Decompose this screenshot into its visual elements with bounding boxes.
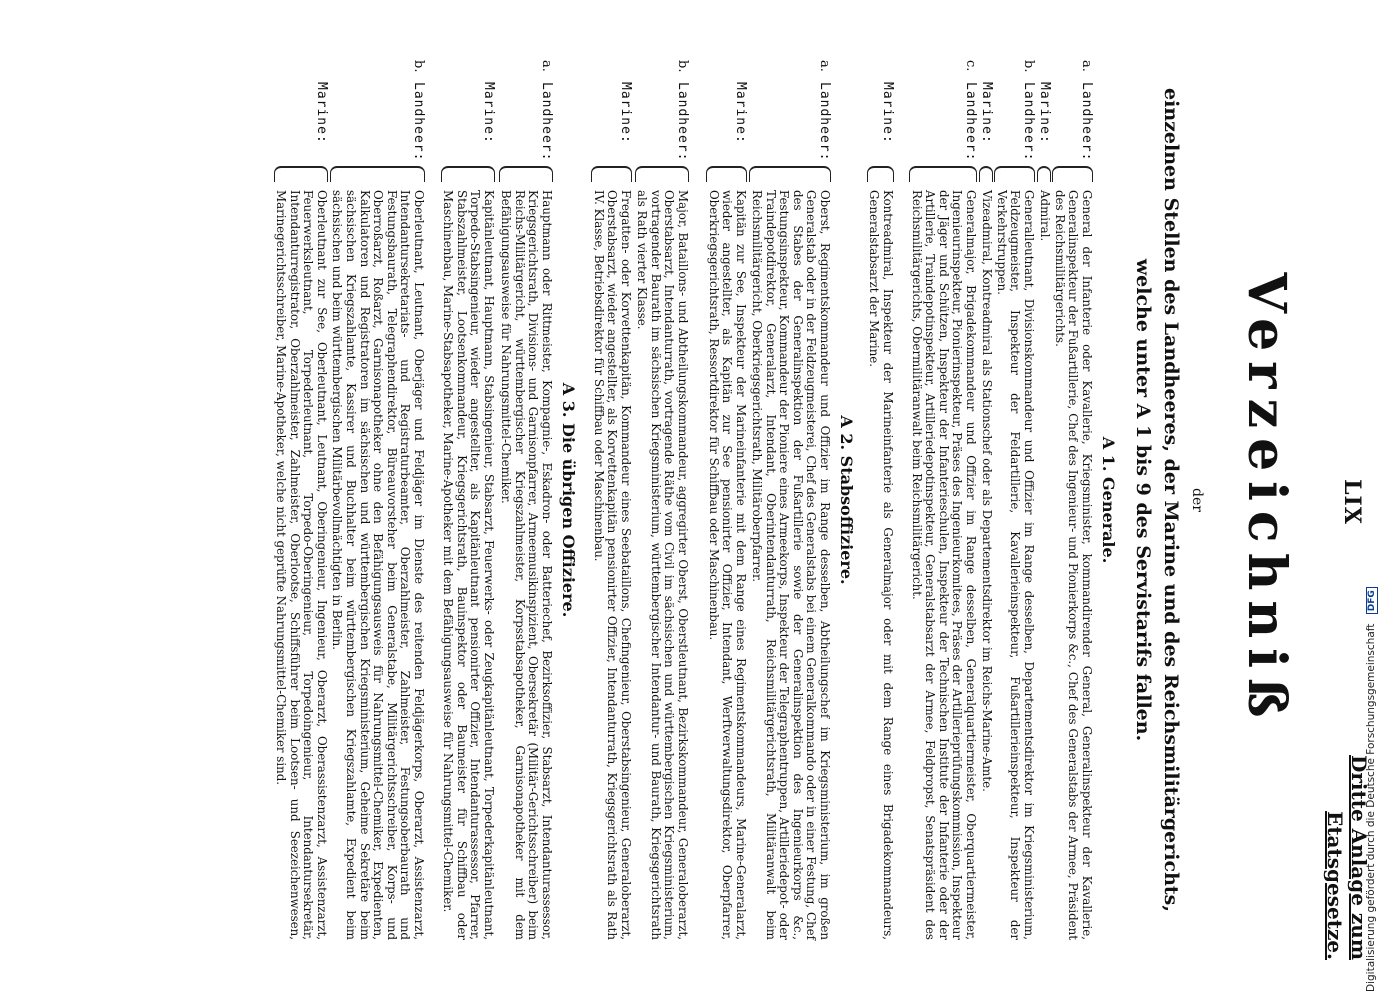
entry-text: Oberleutnant, Leutnant, Oberjäger und Feldjäger im Dienste des reitenden Feldjägerkorps, Oberarzt, Assistenzarzt, Intendantursekretariats- und Registraturbeamter, Oberzahlmeister, Zahlmeister, Festungsoberbaurath und Festungsbaurath, Telegraphendirektor, Büreauvorsteher beim Generalstabe, Militärgerichtsschreiber, Korps- und Oberroßarzt, Roßarzt, Garnisonapotheker ohne den Befähigungsausweis für Nahrungsmittel-Chemiker, Expedienten, Kalkulatoren und Registratoren im sächsischen und württembergischen Kriegsministerium, Geheime Sekretäre beim sächsischen Kriegszahlamte, Kassirer und Buchhalter beim württembergischen Kriegszahlamte, Expedient beim sächsischen und beim württembergischen Militärbevollmächtigten in Berlin.	[330, 190, 426, 940]
entry-a3-b-landheer	[330, 60, 425, 940]
entry-a2-a-landheer	[749, 60, 831, 940]
entry-category: Landheer:	[1079, 82, 1094, 162]
entry-category: Marine:	[481, 82, 496, 144]
entry-text: Vizeadmiral, Kontreadmiral als Stationschef oder als Departementsdirektor im Reichs-Marine-Amte.	[980, 190, 994, 792]
entry-letter: b.	[675, 60, 690, 73]
title-article: der	[1189, 488, 1205, 512]
entry-text: Kapitän zur See, Inspekteur der Marineinfanterie mit dem Range eines Regimentskommandeurs, Marine-Generalarzt, wieder angestellter, als Kapitän zur See pensionirter Offizier, Intendant, Werftverwaltungsdirektor, Oberpfarrer, Oberkriegsgerichtsrath, Ressortdirektor für Schiffbau oder Maschinenbau.	[706, 190, 748, 940]
entry-text: Admiral.	[1038, 190, 1052, 242]
document-subtitle: einzelnen Stellen des Landheeres, der Marine und des Reichsmilitärgerichts, welche unter A 1 bis 9 des Servistarifs fallen.	[1132, 88, 1182, 912]
brace	[499, 166, 553, 182]
supplement-heading: Dritte Anlage zum Etatsgesetze.	[1323, 755, 1371, 960]
entry-text: General der Infanterie oder Kavallerie, Kriegsminister, kommandirender General, Generalinspekteur der Kavallerie, Generalinspekteur der Fußartillerie, Chef des Ingenieur- und Pionierkorps &c., Chef des Generalstabs der Armee, Präsident des Reichsmilitärgerichts.	[1052, 190, 1094, 940]
entry-letter: c.	[963, 60, 978, 72]
document-title: Verzeichniß	[1236, 272, 1297, 728]
digitization-sidebar	[1365, 0, 1383, 1000]
entry-letter: a.	[539, 60, 554, 72]
brace	[441, 166, 495, 182]
entry-text: Fregatten- oder Korvettenkapitän, Kommandeur eines Seebataillons, Chefingenieur, Oberstabsingenieur, Generaloberarzt, Oberstabsarzt, wieder angestellter, als Korvettenkapitän pensionirter Offizier, Intendanturrath, Kriegsgerichtsrath als Rath IV. Klasse, Betriebsdirektor für Schiffbau oder Maschinenbau.	[591, 190, 633, 940]
entry-text: Kontreadmiral, Inspekteur der Marineinfanterie als Generalmajor oder mit dem Range eines Brigadekommandeurs, Generalstabsarzt der Marine.	[867, 190, 895, 940]
entry-a1-c-marine	[867, 60, 894, 940]
digitization-label: Digitalisierung gefördert durch die Deutsche Forschungsgemeinschaft	[1365, 623, 1377, 992]
entry-category: Landheer:	[817, 82, 832, 162]
brace	[274, 166, 328, 182]
entry-letter	[441, 60, 495, 82]
entry-letter	[979, 60, 993, 82]
brace	[867, 166, 894, 182]
entry-letter	[1037, 60, 1051, 82]
entry-a2-a-marine	[706, 60, 747, 940]
section-heading-a1: A 1. Generale.	[1099, 436, 1118, 564]
entry-text: Major, Bataillons- und Abtheilungskommandeur, aggregirter Oberst, Oberstleutnant, Bezirkskommandeur, Generaloberarzt, Oberstabsarzt, Intendanturrath, vortragende Räthe vom Civil im sächsischen und württembergischen Kriegsministerium, vortragender Baurath im sächsischen Kriegsministerium, württembergischer Intendantur- und Baurath, Kriegsgerichtsrath als Rath vierter Klasse.	[635, 190, 690, 940]
dfg-logo: DFG	[1366, 587, 1378, 614]
section-heading-a2: A 2. Stabsoffiziere.	[837, 415, 856, 585]
entry-text: Generalleutnant, Divisionskommandeur und Offizier im Range desselben, Departementsdirektor im Kriegsministerium, Feldzeugmeister, Inspekteur der Feldartillerie, Kavallerieinspekteur, Fußartillerieinspekteur, Inspekteur der Verkehrstruppen.	[994, 190, 1036, 940]
entry-a3-a-landheer	[499, 60, 553, 940]
entry-category: Marine:	[1037, 82, 1052, 144]
entry-letter	[591, 60, 632, 82]
entry-letter: a.	[817, 60, 832, 72]
brace	[1052, 166, 1093, 182]
entry-a1-b-marine	[979, 60, 993, 940]
brace	[979, 166, 993, 182]
entry-category: Landheer:	[411, 82, 426, 162]
entry-text: Kapitänleutnant, Hauptmann, Stabsingenieur, Stabsarzt, Feuerwerks- oder Zeugkapitänleutnant, Torpederkapitänleutnant, Torpedo-Stabsingenieur, wieder angestellter, als Kapitänleutnant pensionirter Offizier, Intendanturassessor, Pfarrer, Stabszahlmeister, Lootsenkommandeur, Kriegsgerichtsrath, Bauinspektor oder Baumeister für Schiffbau oder Maschinenbau, Marine-Stabsapotheker, Marine-Apotheker mit dem Befähigungsausweise für Nahrungsmittel-Chemiker.	[441, 190, 496, 940]
entry-a2-b-marine	[591, 60, 632, 940]
entry-letter: b.	[411, 60, 426, 73]
entry-text: Oberst, Regimentskommandeur und Offizier im Range desselben, Abtheilungschef im Kriegsministerium, im großen Generalstab oder in der Feldzeugmeisterei, Chef des Generalstabs bei einem Generalkommando oder in einer Festung, Chef des Stabes der Generalinspektion der Fußartillerie sowie der Generalinspektion des Ingenieurkorps &c., Festungsinspekteur, Kommandeur der Pioniere eines Armeekorps, Inspekteur der Telegraphentruppen, Artilleriedepot- oder Traindepotdirektor, Generalarzt, Intendant, Oberintendanturrath, Reichsmilitärgerichtsrath, Militäranwalt beim Reichsmilitärgericht, Oberkriegsgerichtsrath, Militäroberpfarrer.	[750, 190, 832, 940]
entry-letter: a.	[1079, 60, 1094, 72]
entry-category: Landheer:	[1021, 82, 1036, 162]
entry-letter	[706, 60, 747, 82]
entry-letter	[274, 60, 328, 82]
brace	[330, 166, 425, 182]
entry-a2-b-landheer	[635, 60, 689, 940]
entry-text: Hauptmann oder Rittmeister, Kompagnie-, Eskadron- oder Batteriechef, Bezirksoffizier, Stabsarzt, Intendanturassessor, Kriegsgerichtsrath, Divisions- und Garnisonpfarrer, Armeemusikinspizient, Obersekretär (Militär-Gerichtsschreiber) beim Reichs-Militärgericht, württembergischer Kriegszahlmeister, Korpsstabsapotheker, Garnisonapotheker mit dem Befähigungsausweise für Nahrungsmittel-Chemiker.	[499, 190, 554, 940]
brace	[909, 166, 977, 182]
entry-category: Marine:	[618, 82, 633, 144]
entry-category: Marine:	[733, 82, 748, 144]
brace	[591, 166, 632, 182]
entry-category: Landheer:	[675, 82, 690, 162]
entry-category: Landheer:	[963, 82, 978, 162]
entry-letter: b.	[1021, 60, 1036, 73]
brace	[749, 166, 831, 182]
entry-a3-b-marine	[274, 60, 328, 940]
digitization-note	[1365, 0, 1383, 1000]
brace	[706, 166, 747, 182]
entry-category: Marine:	[979, 82, 994, 144]
entry-a1-c-landheer	[909, 60, 977, 940]
entry-letter	[867, 60, 894, 82]
entry-category: Marine:	[314, 82, 329, 144]
entry-a1-a-landheer	[1052, 60, 1093, 940]
section-heading-a3: A 3. Die übrigen Offiziere.	[559, 382, 578, 618]
entry-text: Oberleutnant zur See, Oberleutnant, Leutnant, Oberingenieur, Ingenieur, Oberarzt, Oberassistenzarzt, Assistenzarzt, Feuerwerksleutnant, Torpederleutnant, Torpedo-Oberingenieur, Torpedoingenieur, Intendantursekretär, Intendanturregistrator, Oberzahlmeister, Zahlmeister, Oberlootse, Schiffsführer beim Lootsen- und Seezeichenwesen, Marinegerichtsschreiber, Marine-Apotheker, welche nicht geprüfte Nahrungsmittel-Chemiker sind.	[274, 190, 329, 940]
brace	[994, 166, 1035, 182]
brace	[1037, 166, 1051, 182]
entry-category: Landheer:	[539, 82, 554, 162]
entry-text: Generalmajor, Brigadekommandeur und Offizier im Range desselben, Generalquartiermeister, Oberquartiermeister, Ingenieurinspekteur, Pionierinspekteur, Präses des Ingenieurkomitees, Präses der Artillerieprüfungskommission, Inspekteur der Jäger und Schützen, Inspekteur der Infanterieschulen, Inspekteur der Technischen Institute der Infanterie oder der Artillerie, Traindepotinspekteur, Artilleriedepotinspekteur, Generalstabsarzt der Armee, Feldpropst, Senatspräsident des Reichsmilitärgerichts, Obermilitäranwalt beim Reichsmilitärgericht.	[909, 190, 978, 940]
page-number: LIX	[1339, 479, 1365, 525]
entry-category: Marine:	[880, 82, 895, 144]
entry-a3-a-marine	[441, 60, 495, 940]
brace	[635, 166, 689, 182]
entry-a1-a-marine	[1037, 60, 1051, 940]
entry-a1-b-landheer	[994, 60, 1035, 940]
